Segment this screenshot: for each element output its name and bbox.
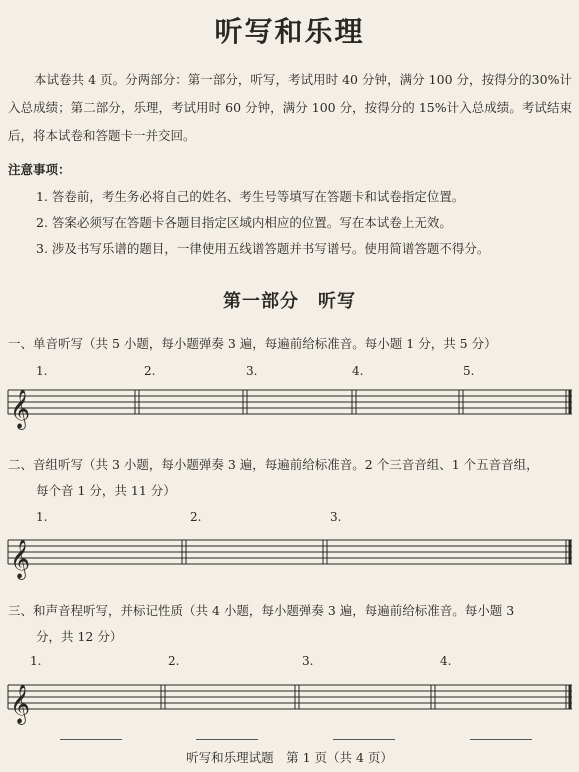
- treble-clef-icon: 𝄞: [10, 389, 31, 429]
- staff-question-2: [8, 540, 572, 564]
- page-footer: 听写和乐理试题 第 1 页（共 4 页）: [186, 750, 393, 765]
- answer-line[interactable]: [333, 739, 395, 740]
- treble-clef-icon: 𝄞: [10, 539, 31, 579]
- answer-line[interactable]: [470, 739, 532, 740]
- question-3-line2: 分，共 12 分）: [36, 629, 123, 644]
- item-number: 1.: [30, 654, 42, 668]
- item-number: 2.: [190, 510, 202, 524]
- item-number: 1.: [36, 364, 48, 378]
- item-number: 2.: [144, 364, 156, 378]
- answer-line[interactable]: [196, 739, 258, 740]
- part-one-title: 第一部分 听写: [223, 291, 356, 312]
- question-2-line1: 二、音组听写（共 3 小题，每小题弹奏 3 遍，每遍前给标准音。2 个三音音组、1 个五音音组，: [8, 457, 539, 472]
- note-item: 3. 涉及书写乐谱的题目，一律使用五线谱答题并书写谱号。使用简谱答题不得分。: [36, 241, 490, 256]
- item-number: 5.: [463, 364, 475, 378]
- item-number: 3.: [246, 364, 258, 378]
- note-item: 1. 答卷前，考生务必将自己的姓名、考生号等填写在答题卡和试卷指定位置。: [36, 189, 465, 204]
- item-number: 2.: [168, 654, 180, 668]
- answer-line[interactable]: [60, 739, 122, 740]
- question-1-text: 一、单音听写（共 5 小题，每小题弹奏 3 遍，每遍前给标准音。每小题 1 分，共 5 分）: [8, 336, 497, 351]
- treble-clef-icon: 𝄞: [10, 684, 31, 724]
- staff-question-1: [8, 390, 572, 414]
- item-number: 3.: [330, 510, 342, 524]
- question-3-line1: 三、和声音程听写，并标记性质（共 4 小题，每小题弹奏 3 遍，每遍前给标准音。每小题 3: [8, 603, 515, 618]
- page-title: 听写和乐理: [214, 15, 365, 48]
- item-number: 4.: [352, 364, 364, 378]
- notes-heading: 注意事项：: [8, 162, 71, 177]
- intro-paragraph: 本试卷共 4 页。分两部分：第一部分，听写，考试用时 40 分钟，满分 100 分，按得分的30%计入总成绩；第二部分，乐理，考试用时 60 分钟，满分 100 分，按得分的 15%计入总成绩。考试结束后，将本试卷和答题卡一并交回。: [8, 72, 572, 143]
- item-number: 4.: [440, 654, 452, 668]
- item-number: 1.: [36, 510, 48, 524]
- note-item: 2. 答案必须写在答题卡各题目指定区域内相应的位置。写在本试卷上无效。: [36, 215, 452, 230]
- item-number: 3.: [302, 654, 314, 668]
- question-2-line2: 每个音 1 分，共 11 分）: [36, 483, 176, 498]
- staff-question-3: [8, 685, 572, 709]
